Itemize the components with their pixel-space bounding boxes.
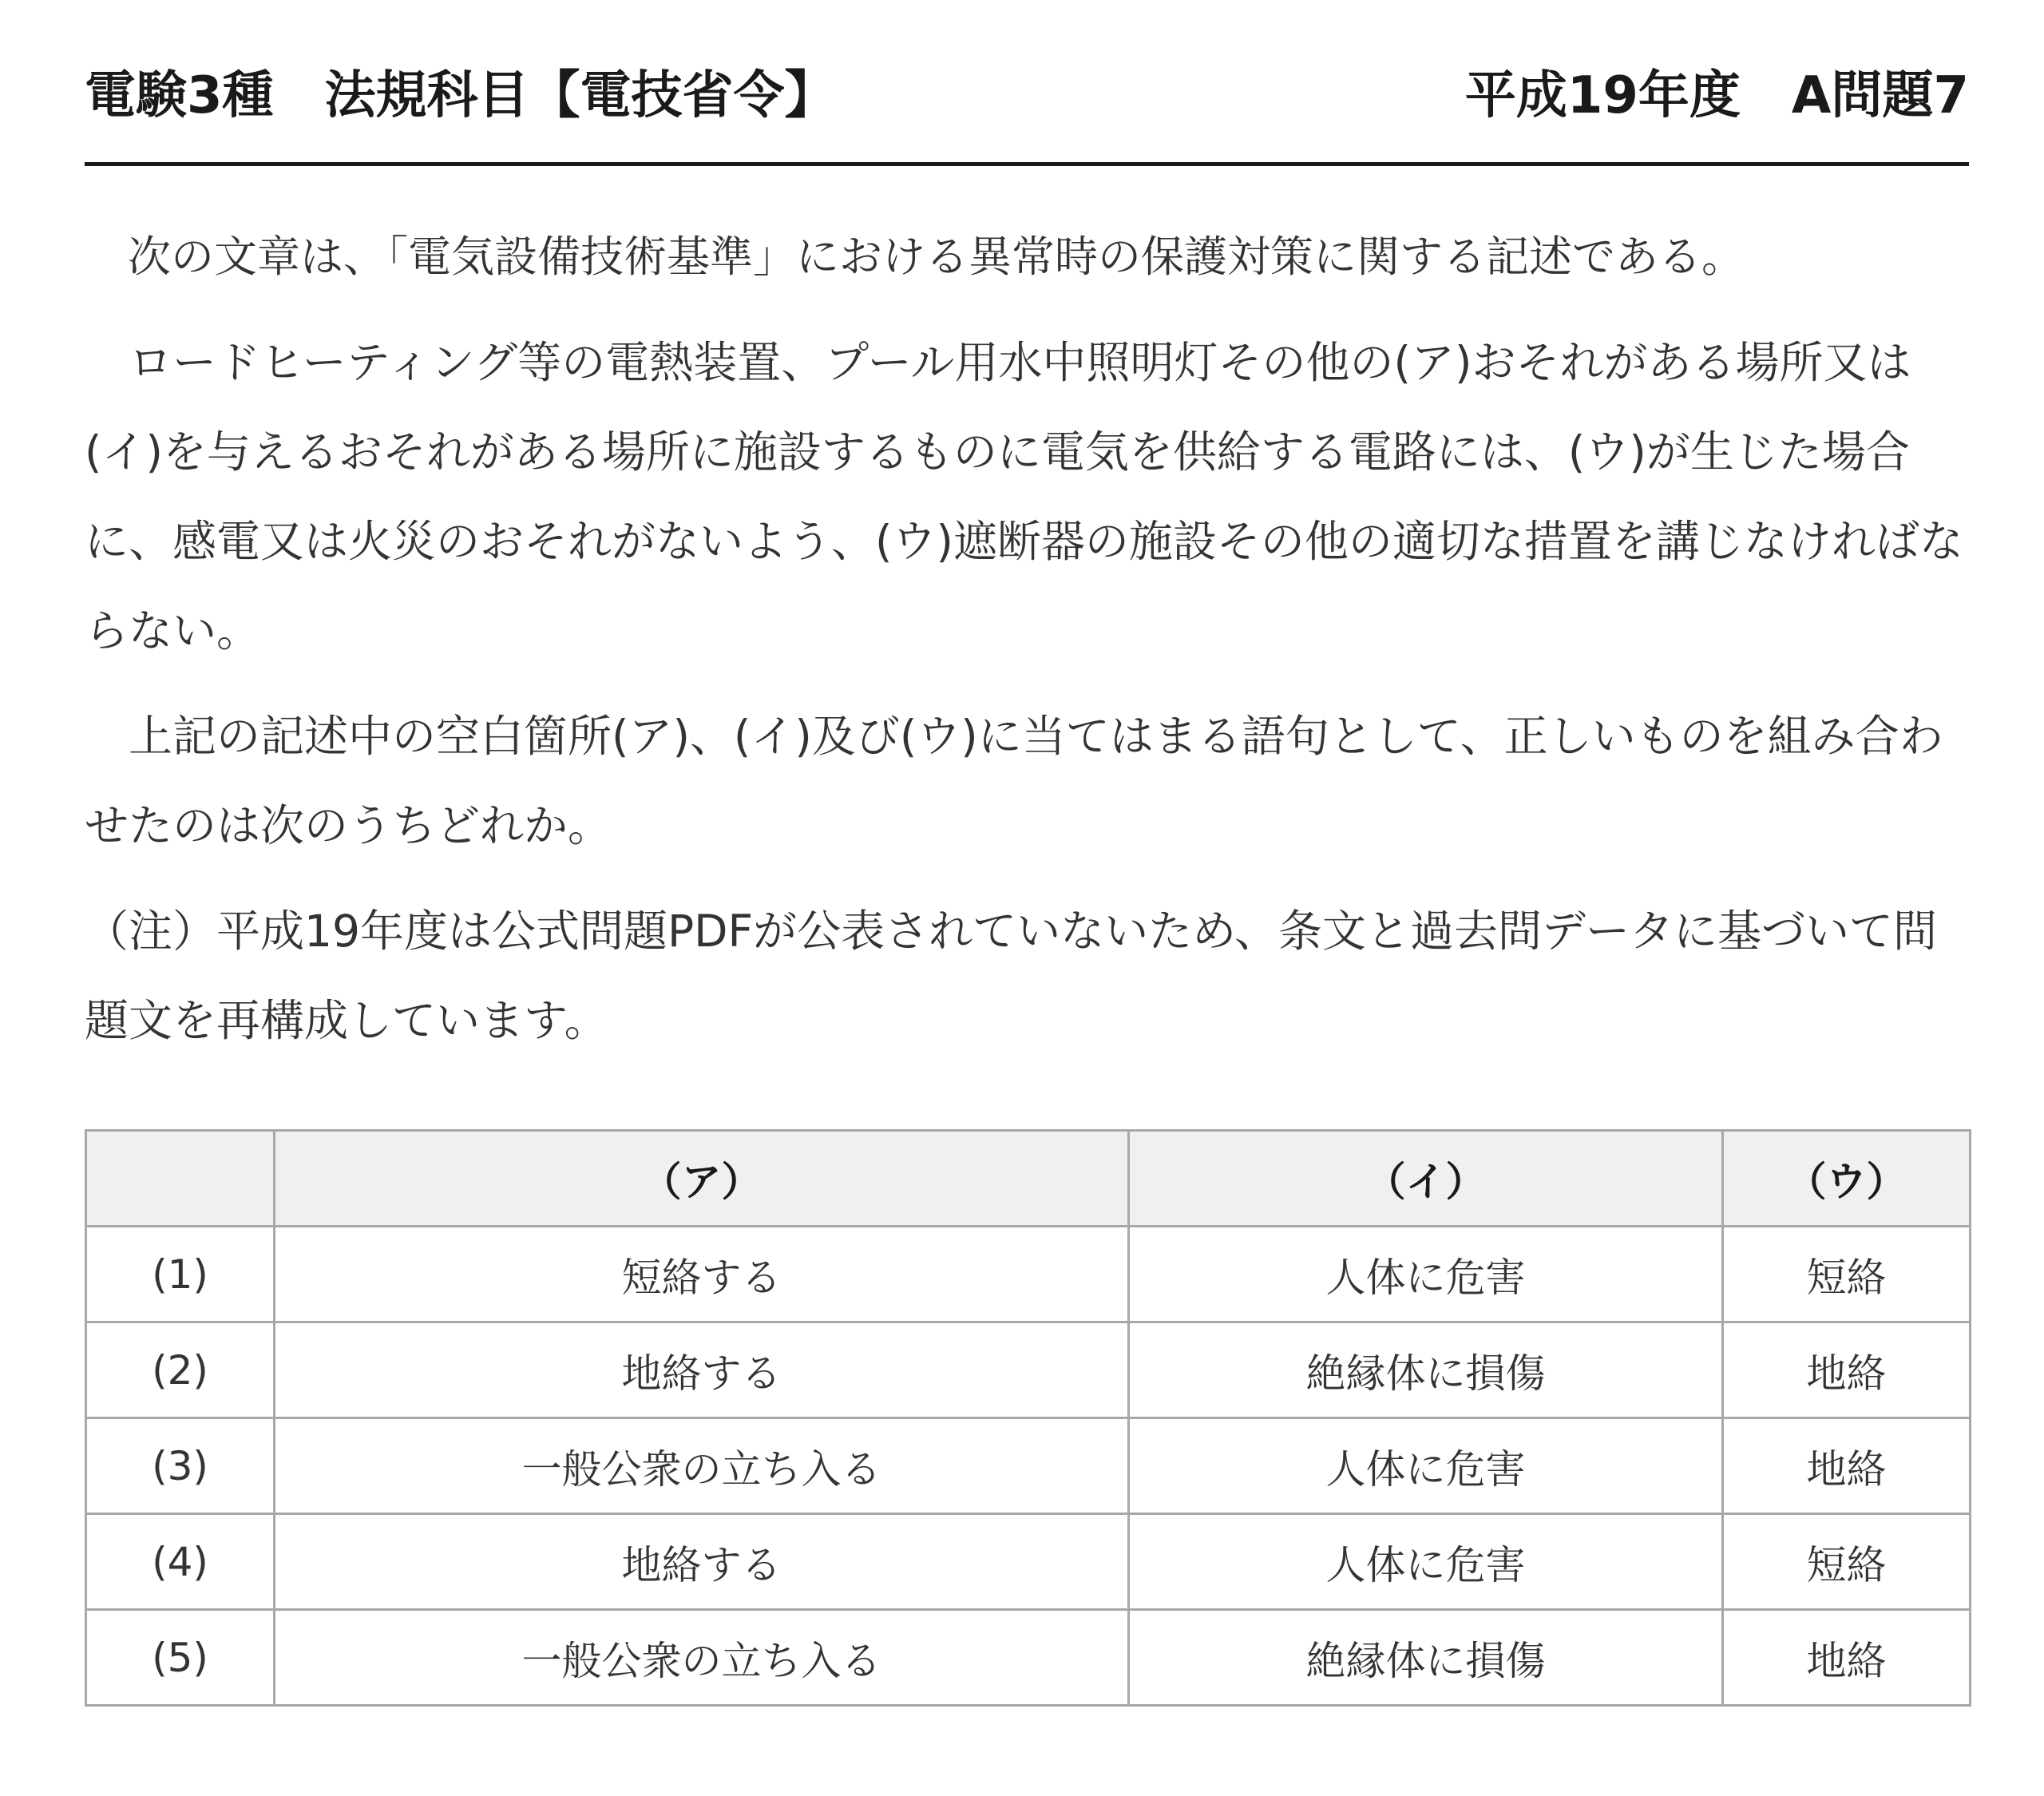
choice-a: 一般公衆の立ち入る: [275, 1418, 1129, 1514]
choice-number: (4): [86, 1514, 275, 1610]
table-row: [86, 1610, 1971, 1706]
answer-choices-table: [85, 1129, 1971, 1707]
choice-i: 人体に危害: [1129, 1227, 1723, 1322]
table-row: [86, 1418, 1971, 1514]
choice-u: 地絡: [1723, 1418, 1971, 1514]
choice-i: 人体に危害: [1129, 1514, 1723, 1610]
header-cell-a: （ア）: [275, 1131, 1129, 1227]
choice-u: 地絡: [1723, 1610, 1971, 1706]
exam-year-question: 平成19年度 A問題7: [1464, 66, 1969, 125]
choice-u: 短絡: [1723, 1227, 1971, 1322]
subject-title: 電験3種 法規科目【電技省令】: [85, 66, 836, 125]
statement-paragraph: ロードヒーティング等の電熱装置、プール用水中照明灯その他の(ア)おそれがある場所又は(イ)を与えるおそれがある場所に施設するものに電気を供給する電路には、(ウ)が生じた場合に、感電又は火災のおそれがないよう、(ウ)遮断器の施設その他の適切な措置を講じなければならない。: [85, 337, 1963, 656]
table-row: [86, 1227, 1971, 1322]
choice-a: 短絡する: [275, 1227, 1129, 1322]
header-cell-i: （イ）: [1129, 1131, 1723, 1227]
table-header-row: [86, 1131, 1971, 1227]
choice-number: (2): [86, 1322, 275, 1418]
table-row: [86, 1322, 1971, 1418]
choice-number: (5): [86, 1610, 275, 1706]
document-page: [85, 0, 1969, 1684]
choice-i: 人体に危害: [1129, 1418, 1723, 1514]
header-cell-u: （ウ）: [1723, 1131, 1971, 1227]
header-cell-empty: [86, 1131, 275, 1227]
choice-number: (3): [86, 1418, 275, 1514]
choice-a: 地絡する: [275, 1514, 1129, 1610]
table-row: [86, 1514, 1971, 1610]
choice-a: 地絡する: [275, 1322, 1129, 1418]
intro-paragraph: 次の文章は、「電気設備技術基準」における異常時の保護対策に関する記述である。: [128, 232, 1745, 282]
note-paragraph: （注）平成19年度は公式問題PDFが公表されていないため、条文と過去問データに基づいて問題文を再構成しています。: [85, 906, 1937, 1046]
choice-i: 絶縁体に損傷: [1129, 1610, 1723, 1706]
choice-number: (1): [86, 1227, 275, 1322]
choice-u: 短絡: [1723, 1514, 1971, 1610]
choice-a: 一般公衆の立ち入る: [275, 1610, 1129, 1706]
choice-i: 絶縁体に損傷: [1129, 1322, 1723, 1418]
page-header: [85, 0, 1969, 166]
choice-u: 地絡: [1723, 1322, 1971, 1418]
question-paragraph: 上記の記述中の空白箇所(ア)、(イ)及び(ウ)に当てはまる語句として、正しいものを組み合わせたのは次のうちどれか。: [85, 711, 1943, 851]
